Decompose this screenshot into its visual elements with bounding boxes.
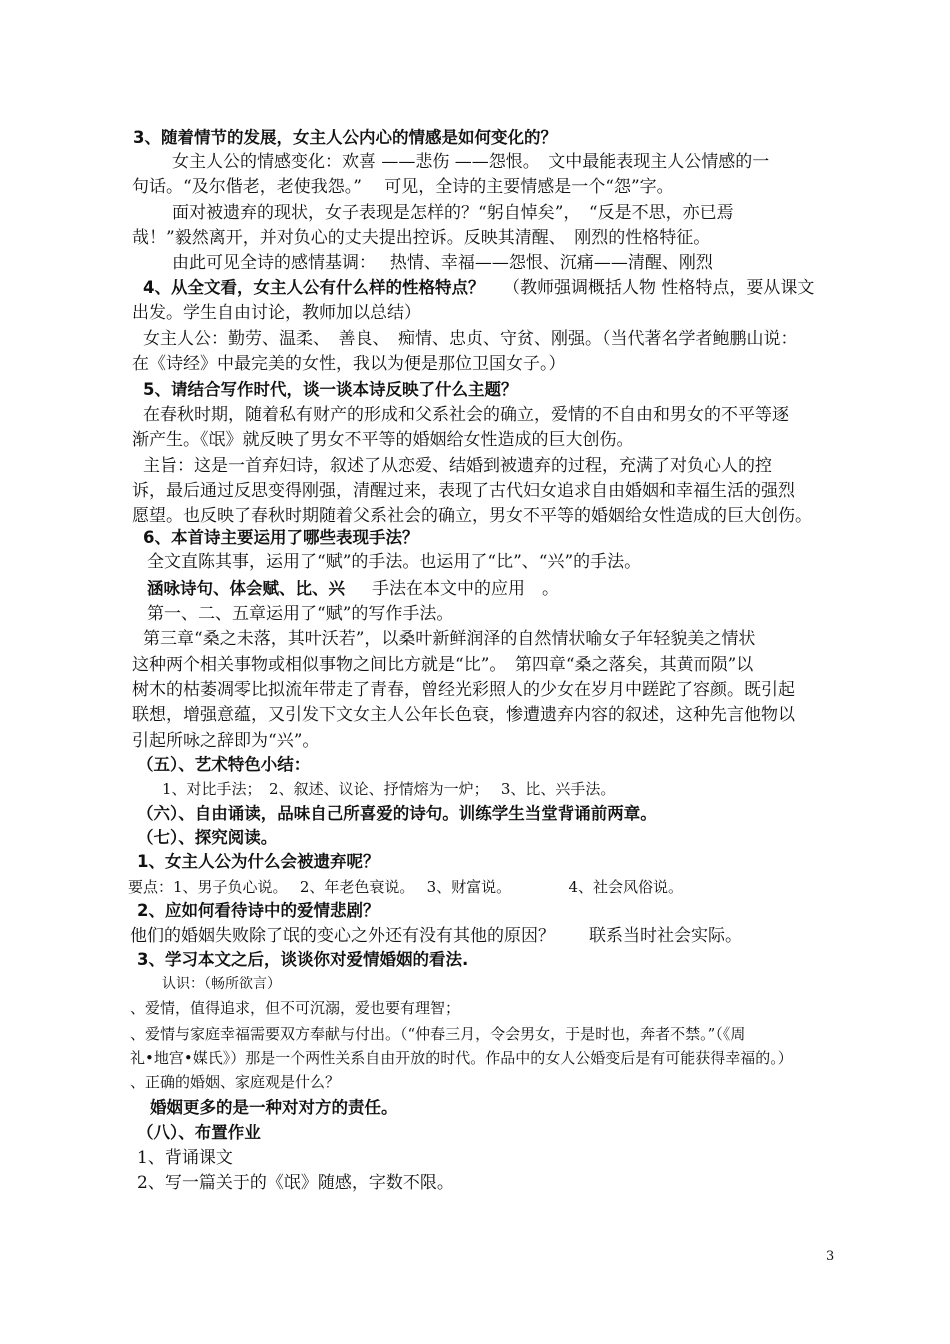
paragraph-line: 这种两个相关事物或相似事物之间比方就是“比”。 第四章“桑之落矣，其黄而陨”以 xyxy=(132,655,754,675)
paragraph-line: 全文直陈其事，运用了“赋”的手法。也运用了“比”、“兴”的手法。 xyxy=(147,552,642,572)
paragraph-line: 在《诗经》中最完美的女性，我以为便是那位卫国女子。） xyxy=(132,354,566,374)
paragraph-line: 面对被遗弃的现状，女子表现是怎样的？“躬自悼矣”， “反是不思，亦已焉 xyxy=(172,203,734,223)
paragraph-line: （教师强调概括人物 性格特点，要从课文 xyxy=(503,278,815,298)
paragraph-line: 要点：1、男子负心说。 2、年老色衰说。 3、财富说。 4、社会风俗说。 xyxy=(128,878,683,896)
section-heading: （六）、自由诵读，品味自己所喜爱的诗句。训练学生当堂背诵前两章。 xyxy=(137,804,657,823)
section-heading: （七）、探究阅读。 xyxy=(137,828,278,847)
paragraph-line: 1、对比手法； 2、叙述、议论、抒情熔为一炉； 3、比、兴手法。 xyxy=(162,780,616,798)
paragraph-line: 树木的枯萎凋零比拟流年带走了青春，曾经光彩照人的少女在岁月中蹉跎了容颜。既引起 xyxy=(132,680,795,700)
paragraph-line: 认识：（畅所欲言） xyxy=(162,976,281,992)
paragraph-line: 、爱情，值得追求，但不可沉溺，爱也要有理智； xyxy=(130,999,461,1017)
question-heading: 1、女主人公为什么会被遗弃呢？ xyxy=(137,852,380,871)
paragraph-line: 出发。学生自由讨论，教师加以总结） xyxy=(132,303,421,323)
bold-statement: 婚姻更多的是一种对对方的责任。 xyxy=(150,1098,398,1117)
paragraph-line: 主旨：这是一首弃妇诗，叙述了从恋爱、结婚到被遗弃的过程，充满了对负心人的控 xyxy=(143,456,772,476)
heading-q3: 3、随着情节的发展，女主人公内心的情感是如何变化的？ xyxy=(133,128,557,147)
paragraph-line: 在春秋时期，随着私有财产的形成和父系社会的确立，爱情的不自由和男女的不平等逐 xyxy=(143,405,789,425)
paragraph-line: 、正确的婚姻、家庭观是什么？ xyxy=(130,1073,341,1091)
paragraph-line: 女主人公的情感变化：欢喜 ——悲伤 ——怨恨。 文中最能表现主人公情感的一 xyxy=(172,152,770,172)
paragraph-line: 2、写一篇关于的《氓》随感，字数不限。 xyxy=(137,1173,454,1193)
heading-q5: 5、请结合写作时代，谈一谈本诗反映了什么主题？ xyxy=(143,380,518,399)
paragraph-line: 诉，最后通过反思变得刚强，清醒过来，表现了古代妇女追求自由婚姻和幸福生活的强烈 xyxy=(132,481,795,501)
paragraph-line: 句话。“及尔偕老，老使我怨。” 可见，全诗的主要情感是一个“怨”字。 xyxy=(132,177,674,197)
bold-phrase: 涵咏诗句、体会赋、比、兴 xyxy=(147,579,345,598)
paragraph-line: 、爱情与家庭幸福需要双方奉献与付出。（“仲春三月，令会男女，于是时也，奔者不禁。”（《周 xyxy=(130,1025,746,1043)
paragraph-line: 引起所咏之辞即为“兴”。 xyxy=(132,731,320,751)
paragraph-line: 第三章“桑之未落，其叶沃若”，以桑叶新鲜润泽的自然情状喻女子年轻貌美之情状 xyxy=(143,629,756,649)
paragraph-line: 第一、二、五章运用了“赋”的写作手法。 xyxy=(147,604,454,624)
paragraph-line: 礼•地宫•媒氏》）那是一个两性关系自由开放的时代。作品中的女人公婚变后是有可能获得幸福的。） xyxy=(130,1049,793,1067)
heading-q4: 4、从全文看，女主人公有什么样的性格特点？ xyxy=(143,278,485,297)
paragraph-line: 哉！”毅然离开，并对负心的丈夫提出控诉。反映其清醒、 刚烈的性格特征。 xyxy=(132,228,711,248)
paragraph-line: 渐产生。《氓》就反映了男女不平等的婚姻给女性造成的巨大创伤。 xyxy=(132,430,634,450)
paragraph-line: 由此可见全诗的感情基调： 热情、幸福——怨恨、沉痛——清醒、刚烈 xyxy=(172,253,713,273)
question-heading: 3、学习本文之后，谈谈你对爱情婚姻的看法. xyxy=(137,950,469,969)
section-heading: （五）、艺术特色小结： xyxy=(137,755,311,774)
paragraph-line: 手法在本文中的应用 。 xyxy=(372,579,559,599)
question-heading: 2、应如何看待诗中的爱情悲剧？ xyxy=(137,901,380,920)
section-heading: （八）、布置作业 xyxy=(137,1123,261,1142)
paragraph-line: 联想，增强意蕴，又引发下文女主人公年长色衰，惨遭遗弃内容的叙述，这种先言他物以 xyxy=(132,705,795,725)
paragraph-line: 愿望。也反映了春秋时期随着父系社会的确立，男女不平等的婚姻给女性造成的巨大创伤。 xyxy=(132,506,812,526)
heading-q6: 6、本首诗主要运用了哪些表现手法？ xyxy=(143,528,419,547)
paragraph-line: 他们的婚姻失败除了氓的变心之外还有没有其他的原因？ 联系当时社会实际。 xyxy=(130,926,742,946)
paragraph-line: 女主人公：勤劳、温柔、 善良、 痴情、忠贞、守贫、刚强。（当代著名学者鲍鹏山说： xyxy=(143,329,798,349)
page-number: 3 xyxy=(826,1249,835,1264)
paragraph-line: 1、背诵课文 xyxy=(137,1148,233,1168)
